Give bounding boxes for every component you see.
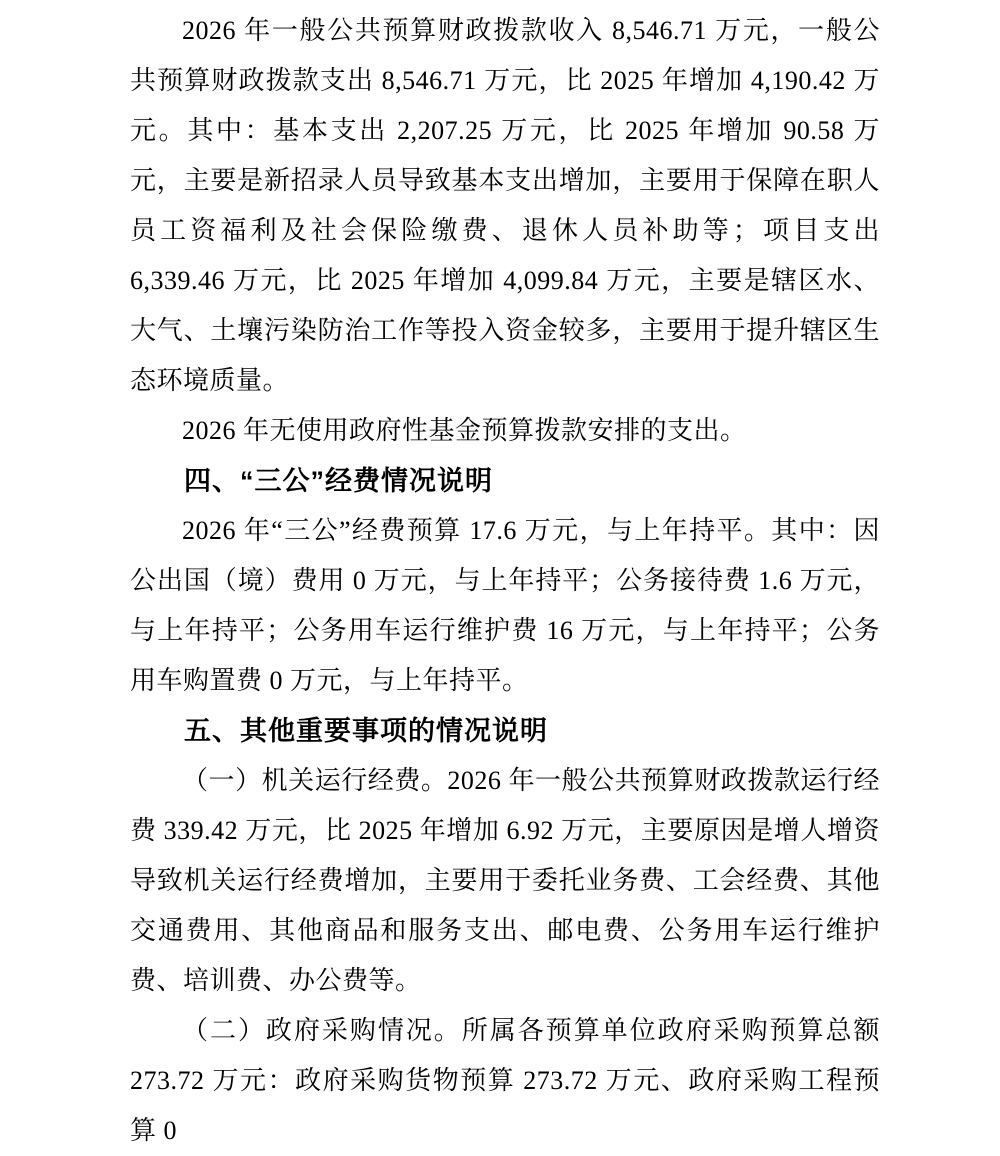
- heading-other-important-items: 五、其他重要事项的情况说明: [184, 716, 548, 746]
- paragraph-government-procurement: （二）政府采购情况。所属各预算单位政府采购预算总额 273.72 万元：政府采购货物预算 273.72 万元、政府采购工程预算 0: [130, 1016, 880, 1145]
- paragraph-agency-operating-cost: （一）机关运行经费。2026 年一般公共预算财政拨款运行经费 339.42 万元，比 2025 年增加 6.92 万元，主要原因是增人增资导致机关运行经费增加，主要用于委托业务费、工会经费、其他交通费用、其他商品和服务支出、邮电费、公务用车运行维护费、培训费、办公费等。: [130, 766, 880, 995]
- paragraph-three-public-expenses-detail: 2026 年“三公”经费预算 17.6 万元，与上年持平。其中：因公出国（境）费用 0 万元，与上年持平；公务接待费 1.6 万元，与上年持平；公务用车运行维护费 16 万元，与上年持平；公务用车购置费 0 万元，与上年持平。: [130, 516, 880, 695]
- paragraph-government-fund-budget: 2026 年无使用政府性基金预算拨款安排的支出。: [182, 416, 747, 445]
- heading-three-public-expenses: 四、“三公”经费情况说明: [184, 466, 493, 496]
- paragraph-fiscal-allocation-summary: 2026 年一般公共预算财政拨款收入 8,546.71 万元，一般公共预算财政拨款支出 8,546.71 万元，比 2025 年增加 4,190.42 万元。其中：基本支出 2,207.25 万元，比 2025 年增加 90.58 万元，主要是新招录人员导致基本支出增加，主要用于保障在职人员工资福利及社会保险缴费、退休人员补助等；项目支出 6,339.46 万元，比 2025 年增加 4,099.84 万元，主要是辖区水、大气、土壤污染防治工作等投入资金较多，主要用于提升辖区生态环境质量。: [130, 16, 880, 395]
